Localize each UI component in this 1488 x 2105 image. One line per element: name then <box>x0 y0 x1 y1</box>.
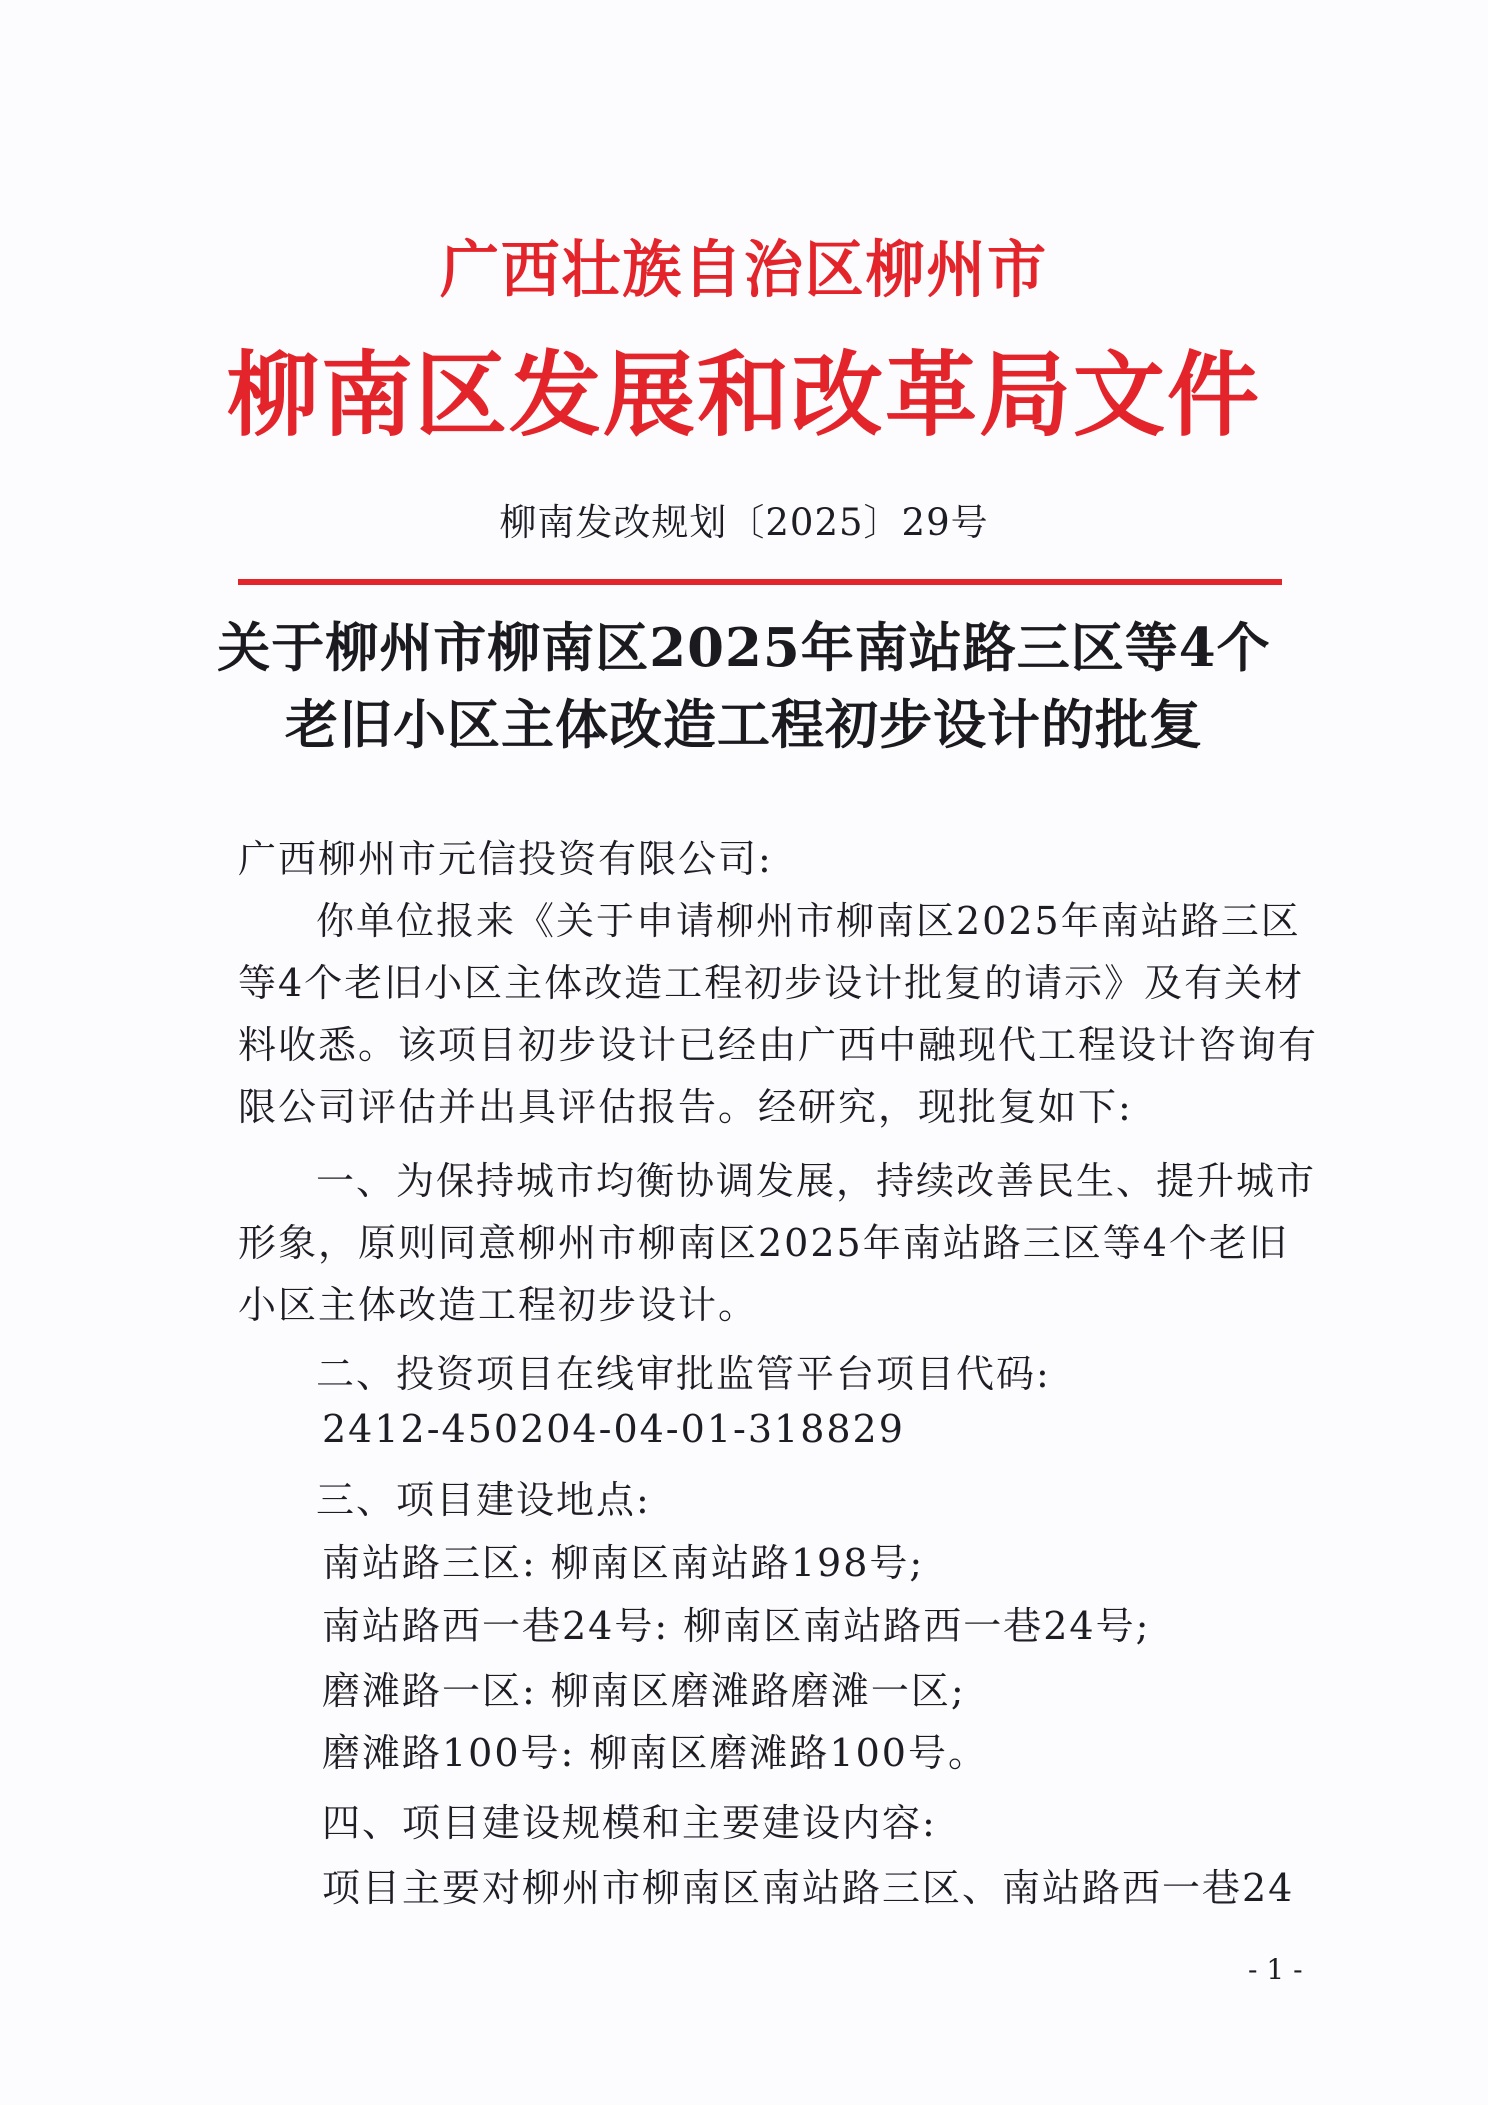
body-line: 磨滩路100号: 柳南区磨滩路100号。 <box>322 1731 988 1775</box>
page-number: - 1 - <box>1248 1953 1303 1986</box>
document-title-line-1: 关于柳州市柳南区2025年南站路三区等4个 <box>217 617 1271 679</box>
body-line: 磨滩路一区: 柳南区磨滩路磨滩一区; <box>322 1669 966 1713</box>
body-line: 小区主体改造工程初步设计。 <box>238 1283 759 1327</box>
body-line: 等4个老旧小区主体改造工程初步设计批复的请示》及有关材 <box>238 961 1305 1005</box>
body-line: 一、为保持城市均衡协调发展，持续改善民生、提升城市 <box>316 1159 1317 1203</box>
body-line: 项目主要对柳州市柳南区南站路三区、南站路西一巷24 <box>322 1866 1295 1910</box>
body-line: 四、项目建设规模和主要建设内容: <box>322 1801 937 1845</box>
body-line: 三、项目建设地点: <box>316 1478 651 1522</box>
body-line: 二、投资项目在线审批监管平台项目代码: <box>316 1352 1051 1396</box>
addressee: 广西柳州市元信投资有限公司: <box>238 837 773 881</box>
body-line: 形象，原则同意柳州市柳南区2025年南站路三区等4个老旧 <box>238 1221 1289 1265</box>
body-line: 料收悉。该项目初步设计已经由广西中融现代工程设计咨询有 <box>238 1023 1319 1067</box>
issuer-title: 柳南区发展和改革局文件 <box>226 341 1261 449</box>
project-code: 2412-450204-04-01-318829 <box>322 1407 905 1451</box>
body-line: 南站路三区: 柳南区南站路198号; <box>322 1541 925 1585</box>
issuer-region: 广西壮族自治区柳州市 <box>439 233 1048 306</box>
body-line: 南站路西一巷24号: 柳南区南站路西一巷24号; <box>322 1604 1151 1648</box>
body-line: 你单位报来《关于申请柳州市柳南区2025年南站路三区 <box>316 899 1301 943</box>
document-number: 柳南发改规划〔2025〕29号 <box>499 501 989 544</box>
red-divider <box>238 579 1282 585</box>
document-title-line-2: 老旧小区主体改造工程初步设计的批复 <box>285 694 1203 756</box>
body-line: 限公司评估并出具评估报告。经研究，现批复如下: <box>238 1085 1133 1129</box>
